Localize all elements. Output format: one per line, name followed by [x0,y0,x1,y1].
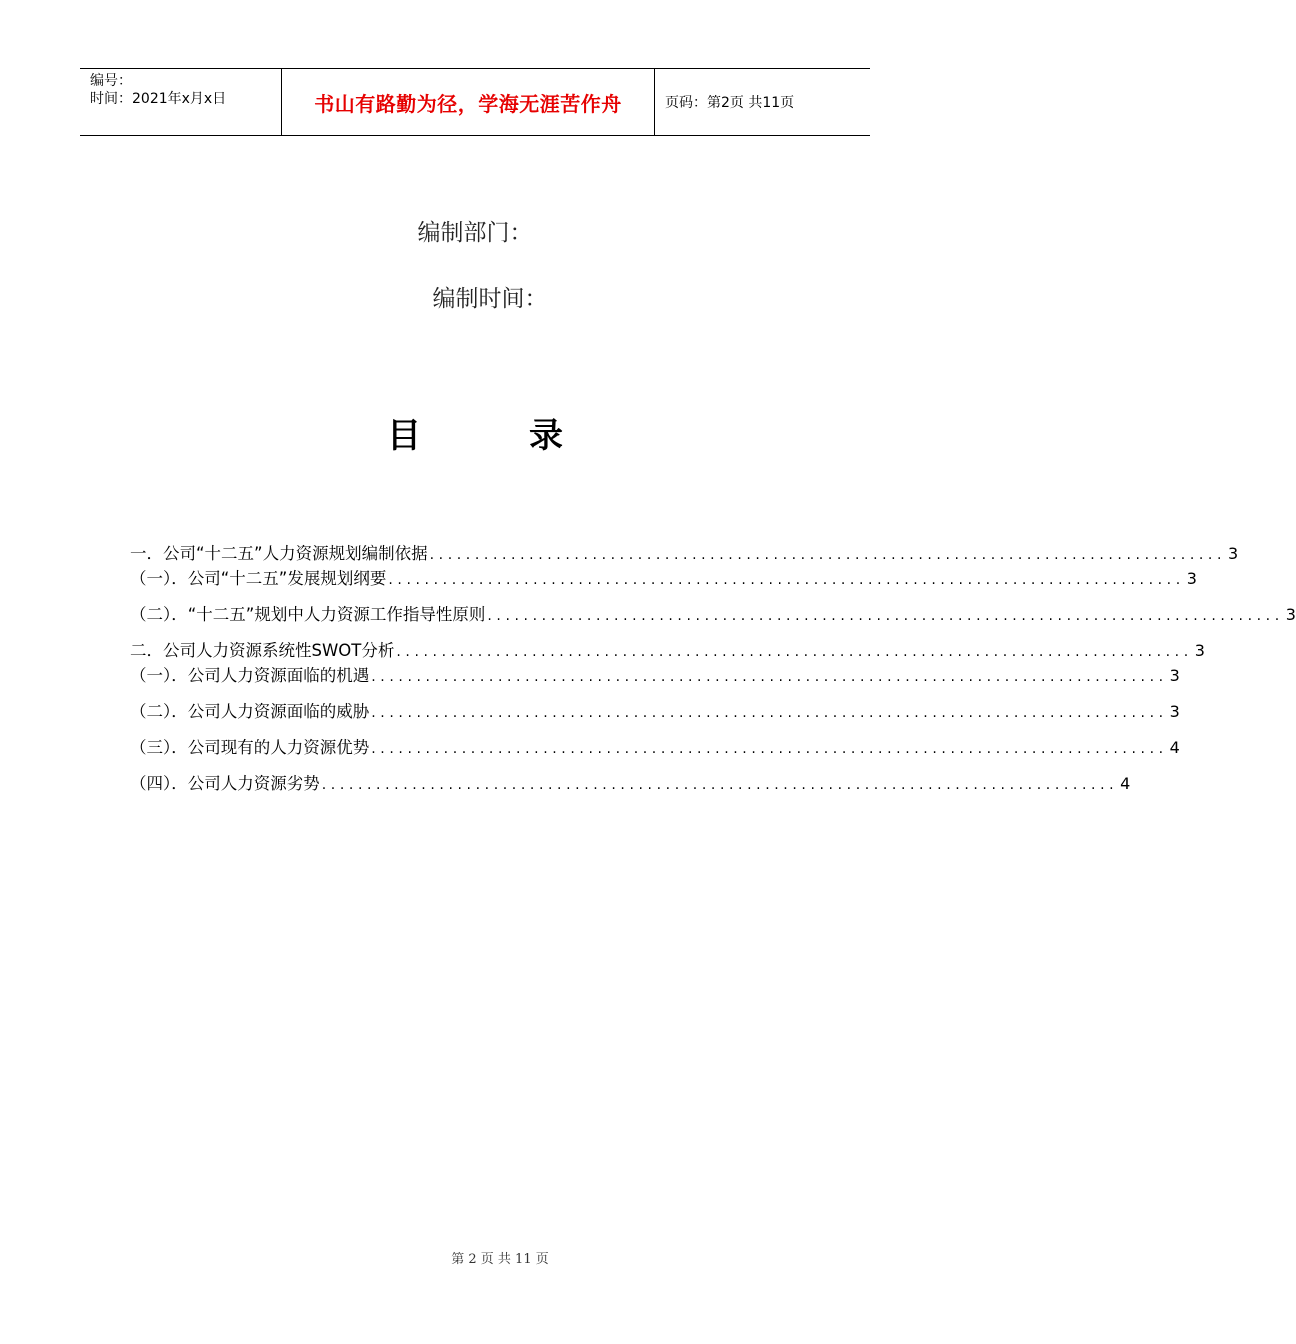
toc-leader-dots: ........................................................................................ [429,547,1227,563]
toc-title-right: 录 [529,416,563,456]
toc-title-left: 目 [387,416,421,456]
toc-entry-text: 一．公司“十二五”人力资源规划编制依据 [130,544,428,563]
toc-entry[interactable] [130,770,1131,794]
toc-leader-dots: ........................................................................................ [396,644,1193,660]
toc-entry[interactable] [130,698,1180,722]
toc-leader-dots: ........................................................................................ [388,572,1185,588]
header-left-cell [80,69,281,135]
page-footer: 第 2 页 共 11 页 [451,1252,549,1267]
toc-entry-text: （二）．公司人力资源面临的威胁 [130,702,370,721]
toc-entry-text: （一）．公司“十二五”发展规划纲要 [130,569,387,588]
toc-entry-page: 3 [1186,569,1197,588]
toc-entry[interactable] [130,662,1180,686]
toc-leader-dots: ........................................................................................ [487,608,1284,624]
toc-entry[interactable] [130,601,1296,625]
toc-title [0,408,950,457]
toc-leader-dots: ........................................................................................ [371,669,1168,685]
header-motto: 书山有路勤为径，学海无涯苦作舟 [281,69,655,135]
header-page-info: 页码：第2页 共11页 [665,95,795,111]
toc-entry-page: 3 [1285,605,1296,624]
toc-entry[interactable] [130,565,1197,589]
time-label: 时间：2021年x月x日 [90,91,227,107]
toc-entry-text: 二．公司人力资源系统性SWOT分析 [130,641,395,660]
number-label: 编号： [90,73,132,89]
compile-time-label: 编制时间： [432,286,548,312]
document-header [80,68,870,136]
toc-entry-page: 3 [1169,666,1180,685]
toc-entry[interactable] [130,734,1180,758]
toc-entry-page: 3 [1194,641,1205,660]
toc-entry-page: 3 [1228,544,1239,563]
toc-entry-text: （三）．公司现有的人力资源优势 [130,738,370,757]
toc-leader-dots: ........................................................................................ [321,777,1119,793]
toc-entry-page: 3 [1169,702,1180,721]
toc-leader-dots: ........................................................................................ [371,705,1168,721]
toc-entry-text: （四）．公司人力资源劣势 [130,774,320,793]
toc-entry-page: 4 [1120,774,1131,793]
toc-entry[interactable] [130,637,1205,661]
toc-entry[interactable] [130,540,1239,564]
toc-leader-dots: ........................................................................................ [371,741,1168,757]
toc-entry-page: 4 [1169,738,1180,757]
toc-entry-text: （二）．“十二五”规划中人力资源工作指导性原则 [130,605,486,624]
department-label: 编制部门： [417,220,533,246]
toc-entry-text: （一）．公司人力资源面临的机遇 [130,666,370,685]
